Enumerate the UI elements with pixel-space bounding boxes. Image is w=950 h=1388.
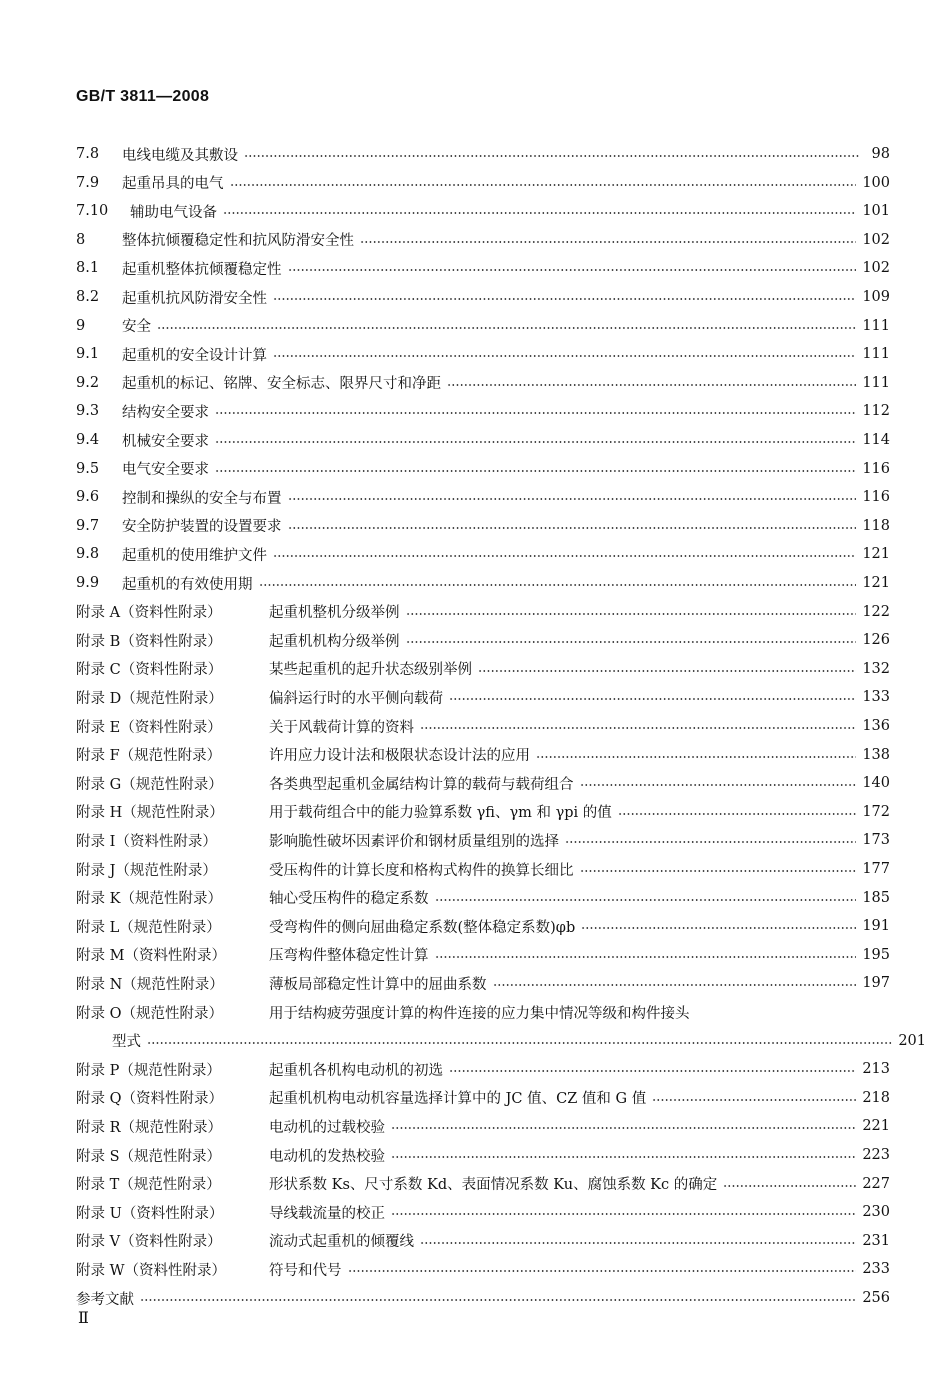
toc-entry-page: 140 [862,775,890,792]
toc-entry[interactable] [76,428,890,452]
toc-entry-title: 机械安全要求 [122,433,209,450]
toc-entry-appendix-label: 附录 H（规范性附录） [76,805,224,822]
toc-entry-page: 121 [862,575,890,591]
dot-leader [215,470,856,472]
toc-entry-page: 173 [862,832,890,849]
toc-entry-title: 电线电缆及其敷设 [122,147,238,164]
toc-entry[interactable] [76,1000,890,1024]
toc-entry-page: 227 [862,1175,890,1192]
toc-entry-page: 102 [862,231,890,248]
toc-entry[interactable] [76,571,890,595]
toc-entry-title: 起重吊具的电气 [122,176,224,193]
toc-entry-appendix-label: 附录 F（规范性附录） [76,748,222,765]
toc-entry-title: 各类典型起重机金属结构计算的载荷与载荷组合 [269,776,574,793]
toc-entry-title: 流动式起重机的倾覆线 [269,1234,414,1251]
toc-entry-title: 起重机抗风防滑安全性 [122,290,267,307]
toc-entry-appendix-label: 附录 T（规范性附录） [76,1177,221,1194]
toc-entry-number: 8.2 [76,289,100,305]
toc-entry[interactable] [76,542,890,566]
dot-leader [449,698,856,700]
toc-entry[interactable] [76,399,890,423]
dot-leader [288,498,857,500]
toc-entry[interactable] [76,485,890,509]
dot-leader [447,384,856,386]
toc-entry-page: 116 [862,489,890,506]
dot-leader [223,212,856,214]
toc-entry-appendix-label: 附录 R（规范性附录） [76,1119,223,1136]
toc-entry-title: 许用应力设计法和极限状态设计法的应用 [269,748,530,765]
toc-entry-title: 受弯构件的侧向屈曲稳定系数(整体稳定系数)φb [269,919,576,936]
toc-entry-page: 256 [862,1290,890,1306]
dot-leader [406,613,857,615]
toc-entry[interactable] [76,342,890,366]
toc-entry[interactable] [76,600,890,624]
toc-entry[interactable] [76,943,890,967]
dot-leader [581,927,856,929]
toc-entry-number: 7.9 [76,174,100,191]
dot-leader [348,1270,857,1272]
toc-entry[interactable] [76,1086,890,1110]
toc-entry-title: 整体抗倾覆稳定性和抗风防滑安全性 [122,233,354,250]
toc-entry-title: 结构安全要求 [122,404,209,421]
toc-entry[interactable] [76,828,890,852]
toc-entry-number: 8 [76,231,86,248]
toc-entry-page: 223 [862,1147,890,1163]
toc-entry-page: 111 [862,374,890,391]
toc-entry-page: 126 [862,632,890,649]
toc-entry-title: 受压构件的计算长度和格构式构件的换算长细比 [269,862,574,879]
toc-entry-page: 111 [862,346,890,363]
toc-entry-page: 231 [862,1232,890,1249]
dot-leader [140,1299,856,1301]
dot-leader [259,584,857,586]
toc-entry-page: 100 [862,174,890,191]
toc-entry-appendix-label: 附录 O（规范性附录） [76,1005,223,1022]
toc-entry-appendix-label: 附录 U（资料性附录） [76,1205,224,1222]
toc-entry-page: 111 [862,317,890,334]
toc-entry-appendix-label: 附录 E（资料性附录） [76,719,222,736]
toc-entry-title: 符号和代号 [269,1262,342,1279]
toc-entry[interactable] [76,1286,890,1310]
toc-entry-title: 起重机的安全设计计算 [122,347,267,364]
toc-entry-title: 关于风载荷计算的资料 [269,719,414,736]
dot-leader [536,756,856,758]
toc-entry-page: 138 [862,746,890,763]
toc-entry-appendix-label: 附录 W（资料性附录） [76,1262,227,1279]
toc-entry[interactable] [76,457,890,481]
toc-entry[interactable] [76,685,890,709]
toc-entry-title: 安全 [122,319,151,336]
page-number-roman: Ⅱ [78,1310,89,1327]
toc-entry[interactable] [76,1172,890,1196]
dot-leader [391,1127,856,1129]
toc-entry-appendix-label: 附录 G（规范性附录） [76,776,223,793]
toc-entry[interactable] [76,142,890,166]
toc-entry-page: 195 [862,946,890,963]
toc-entry-title: 辅助电气设备 [130,204,217,221]
toc-entry-page: 177 [862,861,890,877]
toc-entry-title: 起重机整体抗倾覆稳定性 [122,261,282,278]
dot-leader [565,841,856,843]
dot-leader [652,1099,856,1101]
toc-entry-page: 116 [862,460,890,477]
toc-entry-page: 136 [862,718,890,734]
toc-entry-page: 133 [862,689,890,706]
toc-entry-appendix-label: 附录 L（规范性附录） [76,919,221,936]
toc-entry[interactable] [76,971,890,995]
toc-entry[interactable] [76,743,890,767]
toc-entry-page: 114 [862,432,890,448]
toc-entry[interactable] [76,886,890,910]
toc-entry-number: 9.5 [76,460,100,477]
toc-entry-appendix-label: 附录 C（资料性附录） [76,662,223,679]
toc-entry-title: 控制和操纵的安全与布置 [122,490,282,507]
toc-entry-appendix-label: 附录 A（资料性附录） [76,605,222,622]
toc-entry[interactable] [76,371,890,395]
toc-entry[interactable] [76,857,890,881]
toc-entry-number: 9.4 [76,432,100,448]
toc-entry-page: 221 [862,1118,890,1135]
toc-entry-appendix-label: 附录 J（规范性附录） [76,862,217,879]
dot-leader [273,298,856,300]
toc-entry-title: 某些起重机的起升状态级别举例 [269,662,472,679]
toc-entry[interactable] [76,199,890,223]
toc-entry-page: 109 [862,289,890,305]
toc-entry-title: 起重机的使用维护文件 [122,547,267,564]
toc-entry-number: 9.6 [76,489,100,506]
toc-entry-appendix-label: 附录 Q（资料性附录） [76,1091,223,1108]
toc-entry-page: 218 [862,1089,890,1106]
toc-entry-title: 起重机的有效使用期 [122,576,253,593]
dot-leader [215,441,856,443]
toc-entry-page: 98 [871,146,890,162]
toc-entry-title: 起重机整机分级举例 [269,605,400,622]
toc-entry-page: 230 [862,1204,890,1221]
dot-leader [493,984,857,986]
toc-entry-title: 电动机的过载校验 [269,1119,385,1136]
dot-leader [273,355,856,357]
toc-entry-page: 121 [862,546,890,563]
toc-entry-page: 191 [862,918,890,935]
dot-leader [580,784,857,786]
toc-entry-page: 118 [862,517,890,534]
dot-leader [420,1242,856,1244]
toc-entry-appendix-label: 附录 B（资料性附录） [76,633,222,650]
toc-entry-title: 起重机机构电动机容量选择计算中的 JC 值、CZ 值和 G 值 [269,1091,647,1108]
toc-entry[interactable] [76,1029,926,1053]
dot-leader [360,241,856,243]
toc-entry[interactable] [76,1229,890,1253]
toc-entry-page: 101 [862,203,890,220]
toc-entry-appendix-label: 附录 D（规范性附录） [76,690,223,707]
toc-entry[interactable] [76,1257,890,1281]
toc-entry-appendix-label: 附录 P（规范性附录） [76,1062,221,1079]
toc-entry[interactable] [76,514,890,538]
toc-entry-page: 201 [898,1032,926,1049]
dot-leader [435,956,857,958]
toc-entry-appendix-label: 附录 N（规范性附录） [76,976,224,993]
toc-entry-number: 9.1 [76,346,100,363]
toc-entry-title: 偏斜运行时的水平侧向载荷 [269,690,443,707]
toc-entry[interactable] [76,171,890,195]
toc-entry[interactable] [76,1057,890,1081]
toc-entry[interactable] [76,1114,890,1138]
toc-entry-title: 安全防护装置的设置要求 [122,519,282,536]
toc-entry-number: 9 [76,317,86,334]
toc-entry[interactable] [76,628,890,652]
toc-entry-number: 8.1 [76,260,100,277]
dot-leader [618,813,857,815]
toc-entry-number: 7.8 [76,146,100,162]
dot-leader [420,727,856,729]
toc-entry-page: 213 [862,1061,890,1078]
toc-entry[interactable] [76,714,890,738]
toc-entry-page: 172 [862,803,890,820]
toc-entry-title: 用于载荷组合中的能力验算系数 γfi、γm 和 γpi 的值 [269,805,612,822]
toc-entry[interactable] [76,256,890,280]
toc-entry-page: 112 [862,403,890,420]
toc-entry-page: 122 [862,603,890,620]
dot-leader [449,1070,856,1072]
dot-leader [478,670,856,672]
toc-entry-number: 9.2 [76,374,100,391]
toc-entry-number: 9.8 [76,546,100,563]
toc-entry-appendix-label: 附录 M（资料性附录） [76,948,226,965]
dot-leader [406,641,857,643]
dot-leader [230,184,857,186]
toc-entry-title: 起重机的标记、铭牌、安全标志、限界尺寸和净距 [122,376,441,393]
toc-entry-page: 132 [862,660,890,677]
dot-leader [288,527,857,529]
toc-entry[interactable] [76,914,890,938]
dot-leader [435,899,857,901]
dot-leader [244,155,860,157]
dot-leader [391,1213,856,1215]
toc-entry[interactable] [76,228,890,252]
toc-entry[interactable] [76,314,890,338]
toc-entry-title: 形状系数 Ks、尺寸系数 Kd、表面情况系数 Ku、腐蚀系数 Kc 的确定 [269,1177,718,1194]
dot-leader [157,327,856,329]
toc-entry-number: 9.9 [76,575,100,591]
toc-entry-title: 影响脆性破坏因素评价和钢材质量组别的选择 [269,833,559,850]
toc-entry-appendix-label: 附录 S（规范性附录） [76,1148,222,1165]
toc-entry[interactable] [76,1143,890,1167]
dot-leader [273,555,856,557]
dot-leader [288,269,857,271]
toc-entry[interactable] [76,285,890,309]
toc-entry-page: 233 [862,1261,890,1278]
toc-entry-number: 9.3 [76,403,100,420]
toc-entry-page: 102 [862,260,890,277]
toc-entry-title: 电气安全要求 [122,462,209,479]
toc-entry-title: 型式 [112,1034,141,1051]
toc-entry-title: 薄板局部稳定性计算中的屈曲系数 [269,976,487,993]
toc-entry-page: 185 [862,889,890,906]
toc-entry[interactable] [76,800,890,824]
toc-entry-title: 起重机各机构电动机的初选 [269,1062,443,1079]
toc-entry-appendix-label: 附录 K（规范性附录） [76,891,222,908]
toc-entry[interactable] [76,1200,890,1224]
standard-id-header: GB/T 3811—2008 [76,88,210,105]
toc-entry-title: 轴心受压构件的稳定系数 [269,891,429,908]
toc-entry-page: 197 [862,975,890,992]
dot-leader [215,412,856,414]
dot-leader [580,870,857,872]
toc-entry-appendix-label: 附录 I（资料性附录） [76,833,217,850]
toc-entry-number: 9.7 [76,517,100,534]
toc-entry-title: 导线载流量的校正 [269,1205,385,1222]
toc-entry[interactable] [76,657,890,681]
dot-leader [391,1156,856,1158]
toc-entry-title: 起重机机构分级举例 [269,633,400,650]
toc-entry-number: 7.10 [76,203,109,220]
toc-entry-title: 电动机的发热校验 [269,1148,385,1165]
toc-entry-title: 参考文献 [76,1291,134,1308]
toc-entry-appendix-label: 附录 V（资料性附录） [76,1234,222,1251]
toc-entry-title: 压弯构件整体稳定性计算 [269,948,429,965]
toc-entry-title: 用于结构疲劳强度计算的构件连接的应力集中情况等级和构件接头 [269,1005,690,1022]
dot-leader [147,1042,892,1044]
dot-leader [723,1185,856,1187]
toc-entry[interactable] [76,771,890,795]
